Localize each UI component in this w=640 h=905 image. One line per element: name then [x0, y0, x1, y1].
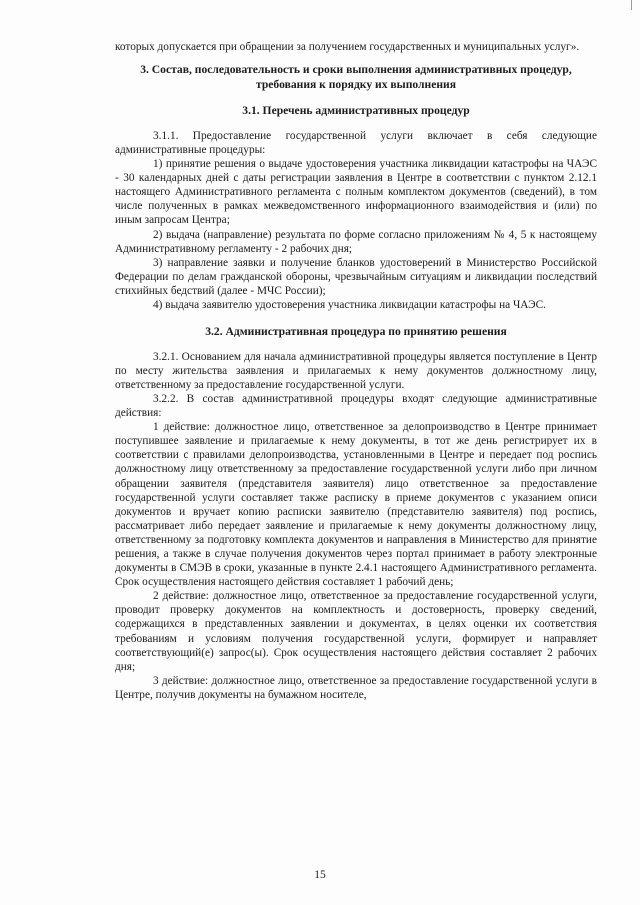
- subsection-heading-3-2: 3.2. Административная процедура по принятию решения: [205, 325, 507, 339]
- action-3-paragraph: 3 действие: должностное лицо, ответственное за предоставление государственной услуги в Центре, получив документы на бумажном носителе,: [115, 674, 597, 701]
- subsection-3-1-body: [115, 129, 597, 312]
- paragraph-3-2-1: 3.2.1. Основанием для начала административной процедуры является поступление в Центр по месту жительства заявления и прилагаемых к нему документов должностному лицу, ответственному за предоставление государственной услуги.: [115, 350, 597, 391]
- page-number: 15: [314, 869, 326, 881]
- subsection-3-2-body: [115, 350, 597, 702]
- subsection-heading-3-1: 3.1. Перечень административных процедур: [242, 104, 470, 118]
- section-heading: 3. Состав, последовательность и сроки выполнения административных процедур, требования к порядку их выполнения: [140, 63, 572, 91]
- paragraph-3-2-2: 3.2.2. В состав административной процедуры входят следующие административные действия:: [115, 392, 597, 420]
- list-item-procedure-1: 1) принятие решения о выдаче удостоверения участника ликвидации катастрофы на ЧАЭС - 30 календарных дней с даты регистрации заявления в Центре в соответствии с пунктом 2.12.1 настоящего Административного регламента с полным комплектом документов (сведений), в том числе полученных в рамках межведомственного информационного взаимодействия и (или) по иным запросам Центра;: [115, 158, 597, 227]
- list-item-procedure-3: 3) направление заявки и получение бланков удостоверений в Министерство Российской Федерации по делам гражданской обороны, чрезвычайным ситуациям и ликвидации последствий стихийных бедствий (далее - МЧС России);: [115, 256, 597, 297]
- action-2-paragraph: 2 действие: должностное лицо, ответственное за предоставление государственной услуги, проводит проверку документов на комплектность и достоверность, проверку сведений, содержащихся в представленных заявлении и документах, в целях оценки их соответствия требованиям и условиям получения государственной услуги, формирует и направляет соответствующий(е) запрос(ы). Срок осуществления настоящего действия составляет 2 рабочих дня;: [115, 590, 597, 673]
- page-body: [115, 40, 597, 702]
- paragraph-3-1-1: 3.1.1. Предоставление государственной услуги включает в себя следующие административные процедуры:: [115, 129, 597, 156]
- list-item-procedure-4: 4) выдача заявителю удостоверения участника ликвидации катастрофы на ЧАЭС.: [153, 299, 546, 311]
- list-item-procedure-2: 2) выдача (направление) результата по форме согласно приложениям № 4, 5 к настоящему Административному регламенту - 2 рабочих дня;: [115, 228, 597, 255]
- scan-edge-mark: [631, 0, 632, 10]
- lead-paragraph: которых допускается при обращении за получением государственных и муниципальных услуг».: [115, 41, 580, 53]
- action-1-paragraph: 1 действие: должностное лицо, ответственное за делопроизводство в Центре принимает поступившее заявление и прилагаемые к нему документы, в тот же день регистрирует их в соответствии с правилами делопроизводства, установленными в Центре и передает под роспись должностному лицу ответственному за предоставление государственной услуги либо при личном обращении заявителя (представителя заявителя) лицо ответственное за предоставление государственной услуги составляет также расписку в приеме документов с указанием описи документов и вручает копию расписки заявителю (представителю заявителя) под роспись, рассматривает либо передает заявление и прилагаемые к нему документы должностному лицу, ответственному за подготовку комплекта документов и направления в Министерство для принятие решения, а также в случае получения документов через портал принимает в работу электронные документы в СМЭВ в сроки, указанные в пункте 2.4.1 настоящего Административного регламента. Срок осуществления настоящего действия составляет 1 рабочий день;: [115, 421, 597, 589]
